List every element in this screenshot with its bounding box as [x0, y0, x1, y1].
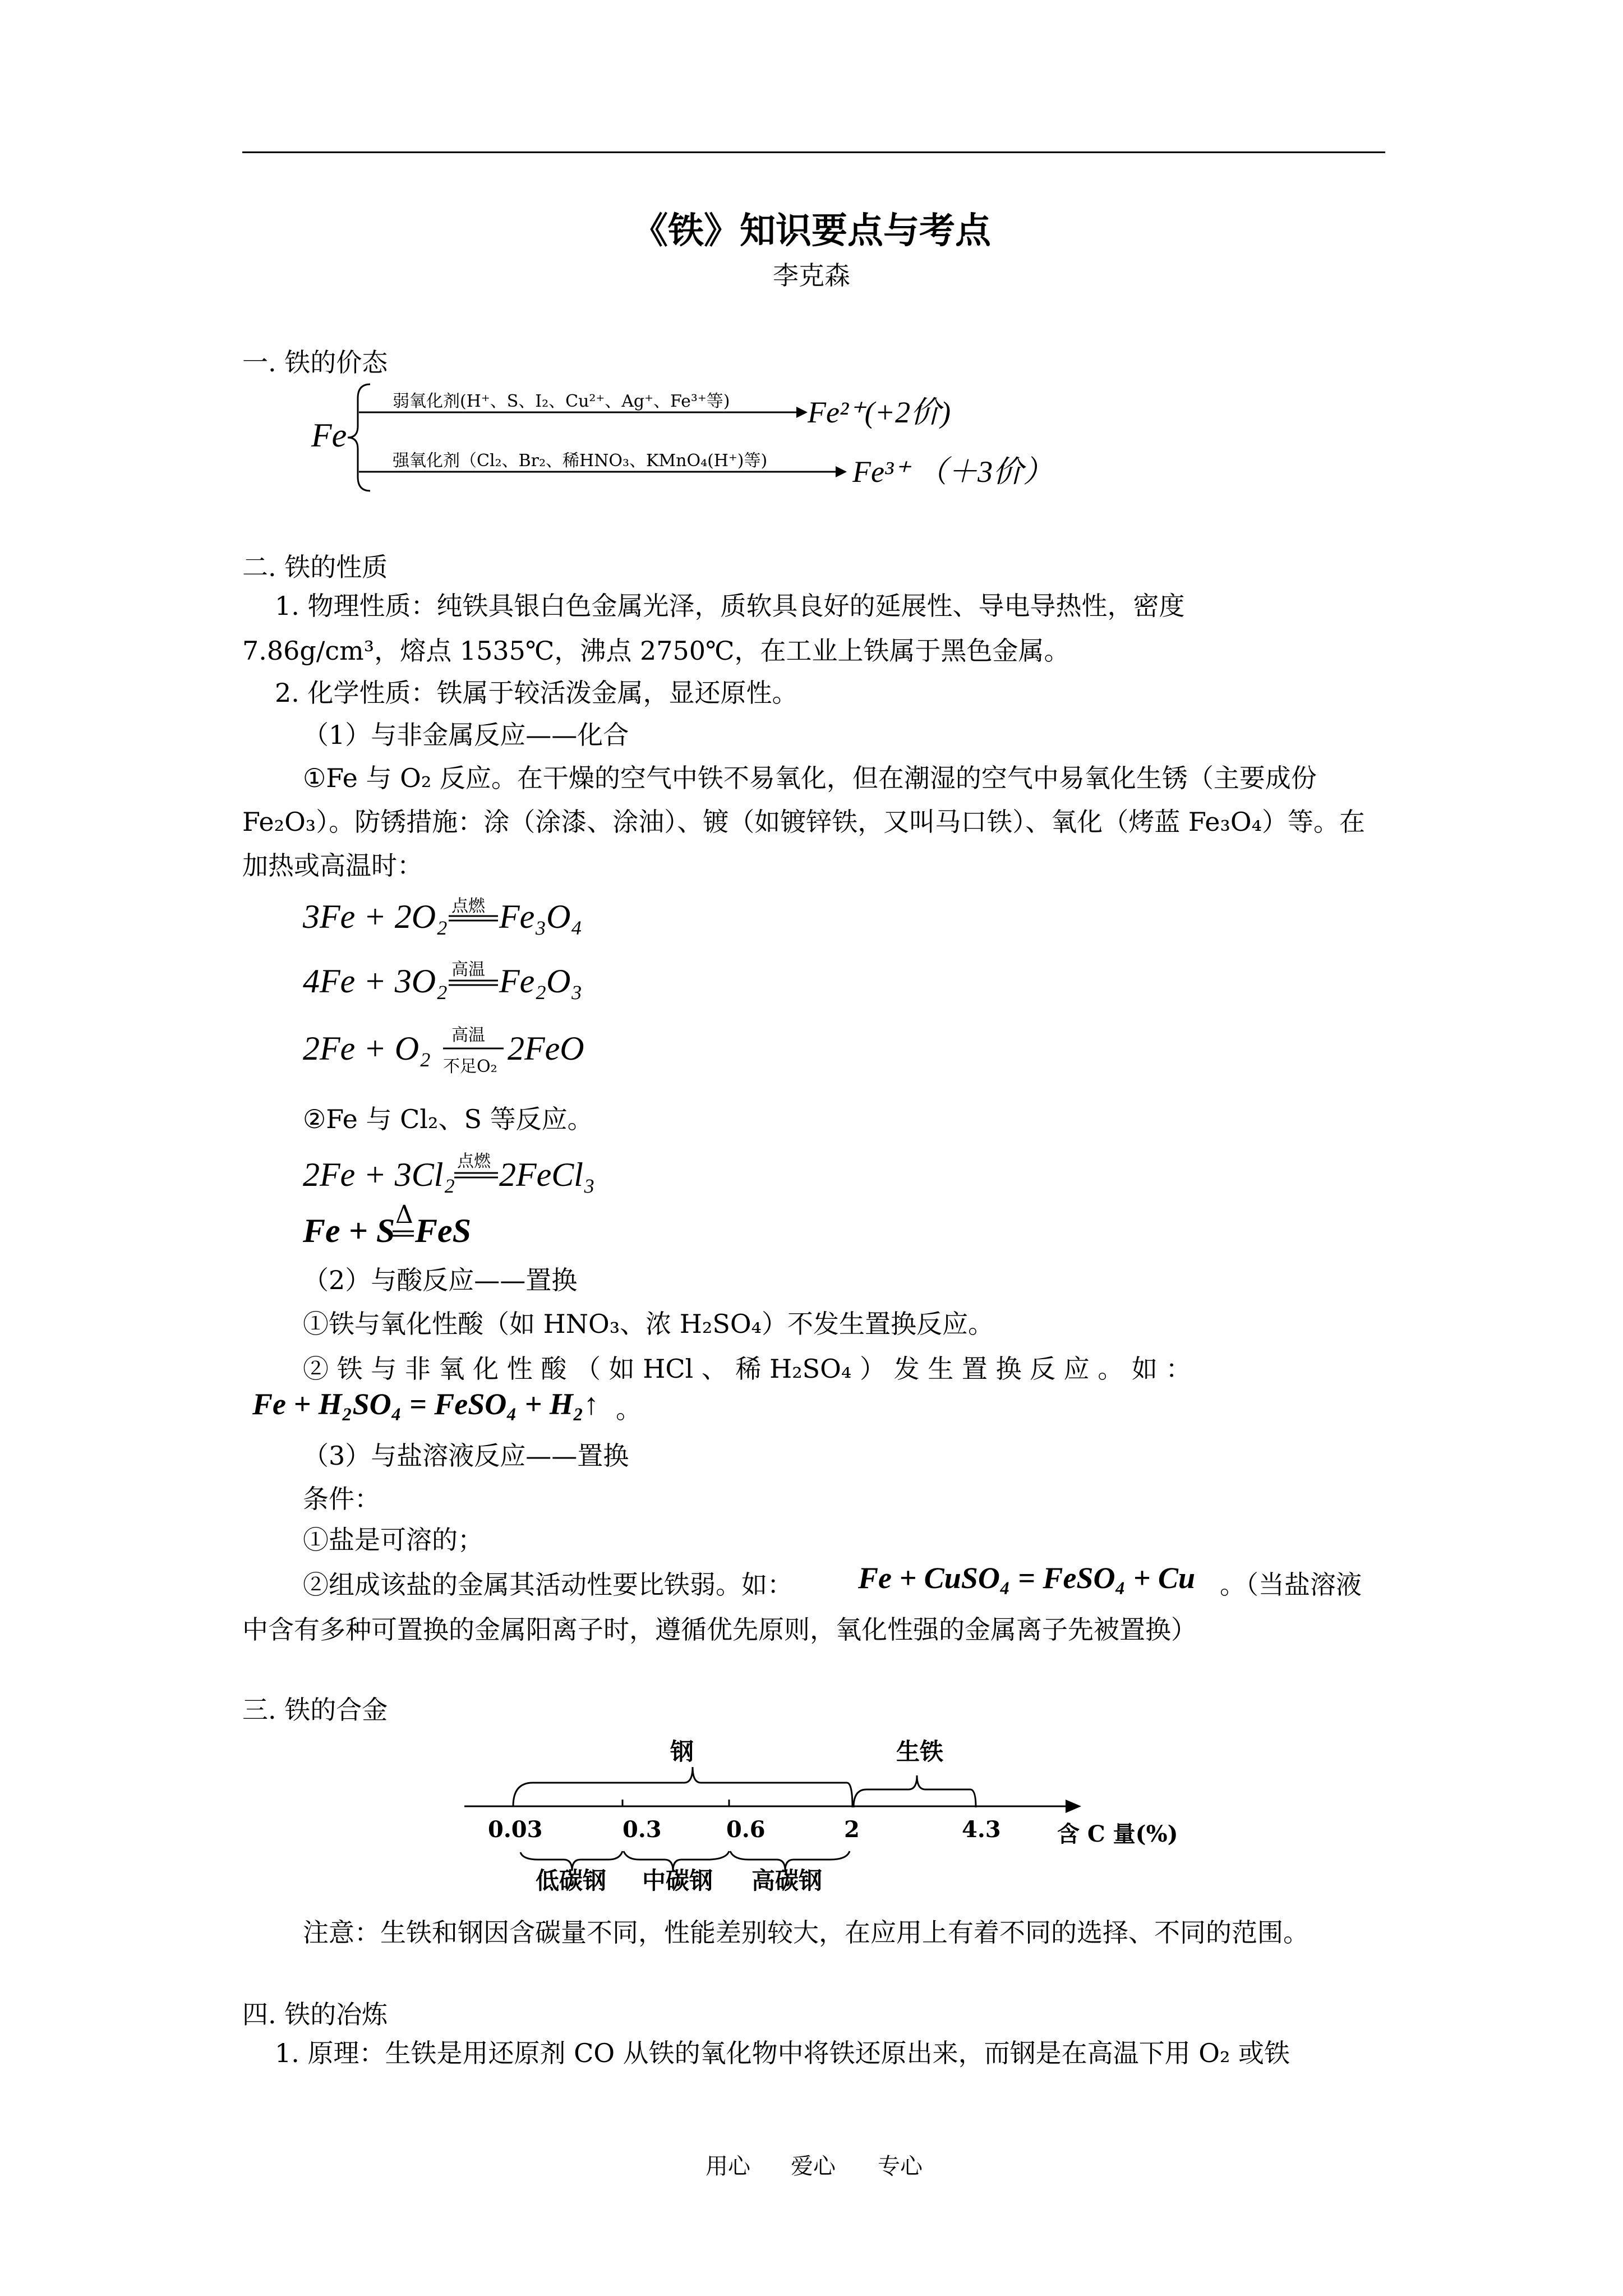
- eq4-right: 2FeCl₃: [499, 1156, 595, 1193]
- eq5-condition: Δ: [395, 1200, 413, 1229]
- eq5-equals: [393, 1230, 415, 1237]
- tick-0.6: 0.6: [726, 1816, 766, 1843]
- iron-chlorine-text: ②Fe 与 Cl₂、S 等反应。: [303, 1104, 593, 1134]
- eq3-arrow-line: [443, 1047, 505, 1050]
- weak-arrow: [359, 404, 808, 421]
- fe3-result: Fe³⁺ （＋3价）: [852, 455, 1054, 489]
- tick-0.3: 0.3: [623, 1816, 662, 1843]
- eq3-condition-bottom: 不足O₂: [443, 1057, 497, 1076]
- high-carbon-steel: 高碳钢: [751, 1867, 823, 1894]
- subsection-nonmetal: （1）与非金属反应——化合: [303, 720, 629, 750]
- eq1-left: 3Fe + 2O₂: [303, 898, 448, 935]
- eq3-condition-top: 高温: [451, 1025, 485, 1045]
- section-2-heading: 二. 铁的性质: [242, 552, 388, 582]
- low-carbon-steel: 低碳钢: [536, 1867, 607, 1894]
- acid-text-2: ② 铁 与 非 氧 化 性 酸 （ 如 HCl 、 稀 H₂SO₄ ） 发 生 置 换 反 应 。 如 ：: [303, 1354, 1192, 1384]
- alloy-note: 注意：生铁和钢因含碳量不同，性能差别较大，在应用上有着不同的选择、不同的范围。: [303, 1917, 1309, 1948]
- eq2-left: 4Fe + 3O₂: [303, 963, 448, 1000]
- section-4-heading: 四. 铁的冶炼: [242, 1999, 388, 2030]
- eq3-right: 2FeO: [508, 1030, 584, 1067]
- eq1-equals: [449, 914, 499, 922]
- tick-2: 2: [844, 1816, 860, 1843]
- condition-1: ①盐是可溶的；: [303, 1525, 483, 1555]
- section-1-heading: 一. 铁的价态: [242, 347, 388, 378]
- eq1-condition: 点燃: [451, 896, 485, 916]
- pig-iron-label: 生铁: [896, 1738, 944, 1765]
- eq2-condition: 高温: [451, 960, 485, 979]
- eq4-left: 2Fe + 3Cl₂: [303, 1156, 455, 1193]
- eq7: Fe + CuSO₄ = FeSO₄ + Cu: [858, 1561, 1196, 1595]
- physical-properties-line1: 1. 物理性质：纯铁具银白色金属光泽，质软具良好的延展性、导电导热性，密度: [275, 591, 1185, 621]
- fe-symbol: Fe: [311, 417, 347, 454]
- eq3-left: 2Fe + O₂: [303, 1030, 431, 1067]
- strong-oxidant-label: 强氧化剂（Cl₂、Br₂、稀HNO₃、KMnO₄(H⁺)等): [393, 451, 768, 471]
- chemical-properties: 2. 化学性质：铁属于较活泼金属，显还原性。: [275, 678, 798, 708]
- top-rule: [242, 151, 1385, 153]
- eq4-condition: 点燃: [457, 1152, 491, 1171]
- subsection-salt: （3）与盐溶液反应——置换: [303, 1441, 629, 1471]
- condition-title: 条件：: [303, 1484, 380, 1514]
- eq6-tail: 。: [616, 1394, 642, 1424]
- acid-text-1: ①铁与氧化性酸（如 HNO₃、浓 H₂SO₄）不发生置换反应。: [303, 1309, 994, 1339]
- physical-properties-line2: 7.86g/cm³，熔点 1535℃，沸点 2750℃，在工业上铁属于黑色金属。: [242, 636, 1070, 666]
- page-title: 《铁》知识要点与考点: [632, 210, 991, 252]
- tick-4.3: 4.3: [962, 1816, 1001, 1843]
- eq1-right: Fe₃O₄: [499, 898, 583, 935]
- iron-oxygen-text: ①Fe 与 O₂ 反应。在干燥的空气中铁不易氧化，但在潮湿的空气中易氧化生锈（主要成份 Fe₂O₃）。防锈措施：涂（涂漆、涂油）、镀（如镀锌铁，又叫马口铁）、氧化（烤蓝 Fe₃O₄）等。在加热或高温时：: [242, 763, 1366, 881]
- axis-label: 含 C 量(%): [1057, 1821, 1178, 1847]
- medium-carbon-steel: 中碳钢: [642, 1867, 713, 1894]
- strong-arrow: [359, 463, 847, 480]
- eq6: Fe + H₂SO₄ = FeSO₄ + H₂↑: [252, 1387, 599, 1421]
- eq2-equals: [449, 979, 499, 987]
- condition-2-line2: 中含有多种可置换的金属阳离子时，遵循优先原则，氧化性强的金属离子先被置换）: [242, 1614, 1197, 1645]
- footer-b: 爱心: [791, 2154, 836, 2179]
- eq4-equals: [454, 1171, 499, 1179]
- fe2-result: Fe²⁺(+2价): [808, 395, 951, 429]
- steel-label: 钢: [670, 1738, 694, 1765]
- condition-2-post: 。（当盐溶液: [1220, 1570, 1362, 1600]
- subsection-acid: （2）与酸反应——置换: [303, 1265, 578, 1295]
- eq5-left: Fe + S: [303, 1212, 395, 1249]
- eq5-right: FeS: [415, 1212, 472, 1249]
- weak-oxidant-label: 弱氧化剂(H⁺、S、I₂、Cu²⁺、Ag⁺、Fe³⁺等): [393, 392, 730, 411]
- section-3-heading: 三. 铁的合金: [242, 1695, 388, 1725]
- condition-2-pre: ②组成该盐的金属其活动性要比铁弱。如：: [303, 1570, 793, 1600]
- eq2-right: Fe₂O₃: [499, 963, 583, 1000]
- smelting-principle: 1. 原理：生铁是用还原剂 CO 从铁的氧化物中将铁还原出来，而钢是在高温下用 O₂ 或铁: [275, 2038, 1290, 2068]
- author: 李克森: [773, 260, 850, 291]
- footer-a: 用心: [706, 2154, 750, 2179]
- footer-c: 专心: [878, 2154, 923, 2179]
- tick-0.03: 0.03: [488, 1816, 543, 1843]
